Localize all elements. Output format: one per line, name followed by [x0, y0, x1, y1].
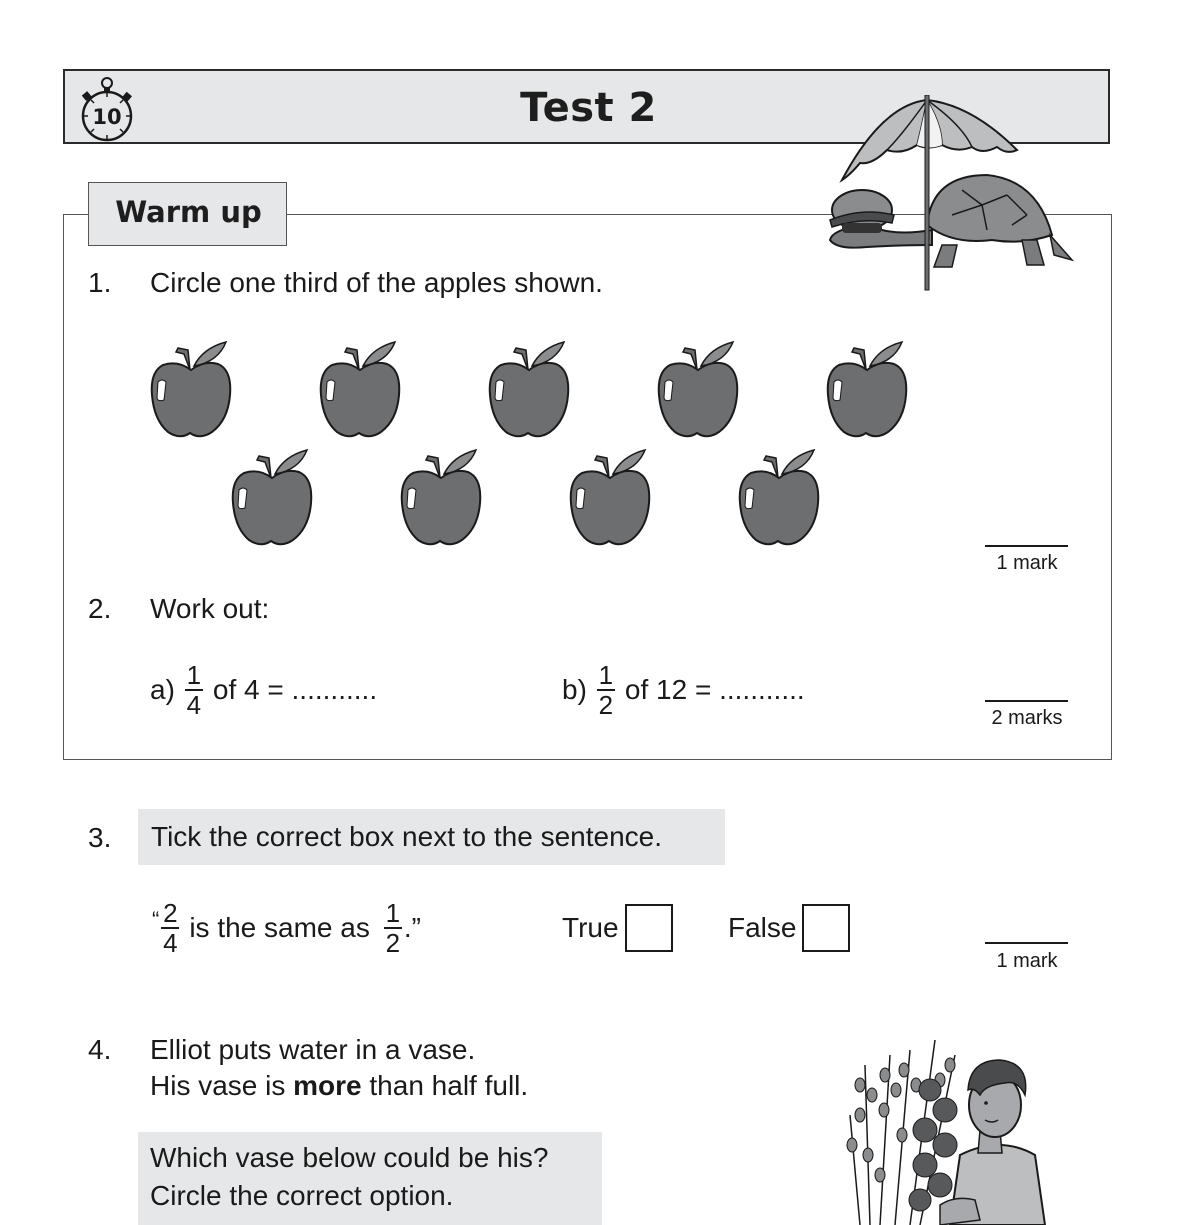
q2-mark-line: [985, 700, 1068, 702]
q4-instruction-box: [138, 1132, 602, 1225]
q2b-fraction: [597, 662, 615, 718]
q4-instruction-line2: Circle the correct option.: [150, 1180, 454, 1211]
q2-number: 2.: [88, 593, 112, 624]
apple-icon[interactable]: [317, 340, 403, 440]
q3-fraction-2: [384, 900, 402, 956]
q2-part-a: [150, 662, 377, 718]
q1-marks: 1 mark: [996, 552, 1058, 574]
q4-line2-pre: His vase is: [150, 1070, 294, 1101]
false-label: False: [728, 912, 797, 943]
apple-icon[interactable]: [736, 448, 822, 548]
q3-frac1-numerator: 2: [163, 898, 178, 928]
apple-icon[interactable]: [486, 340, 572, 440]
apple-icon[interactable]: [398, 448, 484, 548]
q4-emphasis: more: [293, 1070, 362, 1101]
apple-icon[interactable]: [655, 340, 741, 440]
q3-frac2-denominator: 2: [385, 928, 401, 958]
q4-number: 4.: [88, 1034, 112, 1065]
q3-fraction-1: [161, 900, 179, 956]
true-label: True: [562, 912, 619, 943]
close-quote: .”: [403, 912, 421, 943]
q2a-label: a): [150, 674, 175, 705]
q1-number: 1.: [88, 267, 112, 298]
q3-middle-text: is the same as: [189, 912, 370, 943]
q4-line2-post: than half full.: [361, 1070, 529, 1101]
q4-instruction-line1: Which vase below could be his?: [150, 1142, 549, 1173]
timer-minutes: 10: [92, 105, 122, 129]
q2b-numerator: 1: [598, 660, 614, 690]
q2b-label: b): [562, 674, 587, 705]
page-title: Test 2: [520, 85, 657, 131]
open-quote: “: [152, 907, 160, 932]
q3-frac1-denominator: 4: [163, 928, 178, 958]
q2a-fraction: [185, 662, 203, 718]
man-with-flowers-illustration: [840, 1035, 1060, 1225]
warmup-tab: [88, 182, 287, 246]
q3-statement: [152, 900, 421, 956]
warmup-label: Warm up: [115, 195, 262, 229]
q3-number: 3.: [88, 822, 112, 853]
q1-mark-line: [985, 545, 1068, 547]
q1-text: Circle one third of the apples shown.: [150, 267, 603, 298]
q2b-denominator: 2: [598, 690, 614, 720]
q3-frac2-numerator: 1: [385, 898, 401, 928]
q2-marks: 2 marks: [991, 707, 1063, 729]
q3-mark-line: [985, 942, 1068, 944]
apple-icon[interactable]: [229, 448, 315, 548]
q2a-numerator: 1: [186, 660, 202, 690]
q2b-expression: of 12 = ...........: [624, 674, 805, 705]
apple-icon[interactable]: [567, 448, 653, 548]
true-checkbox[interactable]: [625, 904, 673, 952]
q2-part-b: [562, 662, 805, 718]
q3-true-option[interactable]: [562, 904, 673, 952]
apple-icon[interactable]: [824, 340, 910, 440]
q2-text: Work out:: [150, 593, 270, 624]
q2a-denominator: 4: [186, 690, 202, 720]
q4-line1: Elliot puts water in a vase.: [150, 1034, 476, 1065]
q3-marks: 1 mark: [996, 950, 1058, 972]
q2a-expression: of 4 = ...........: [212, 674, 378, 705]
q3-false-option[interactable]: [728, 904, 850, 952]
turtle-umbrella-illustration: [822, 95, 1077, 295]
false-checkbox[interactable]: [802, 904, 850, 952]
q3-instruction: Tick the correct box next to the sentence.: [138, 809, 725, 865]
q4-line2: [150, 1070, 528, 1102]
apple-icon[interactable]: [148, 340, 234, 440]
